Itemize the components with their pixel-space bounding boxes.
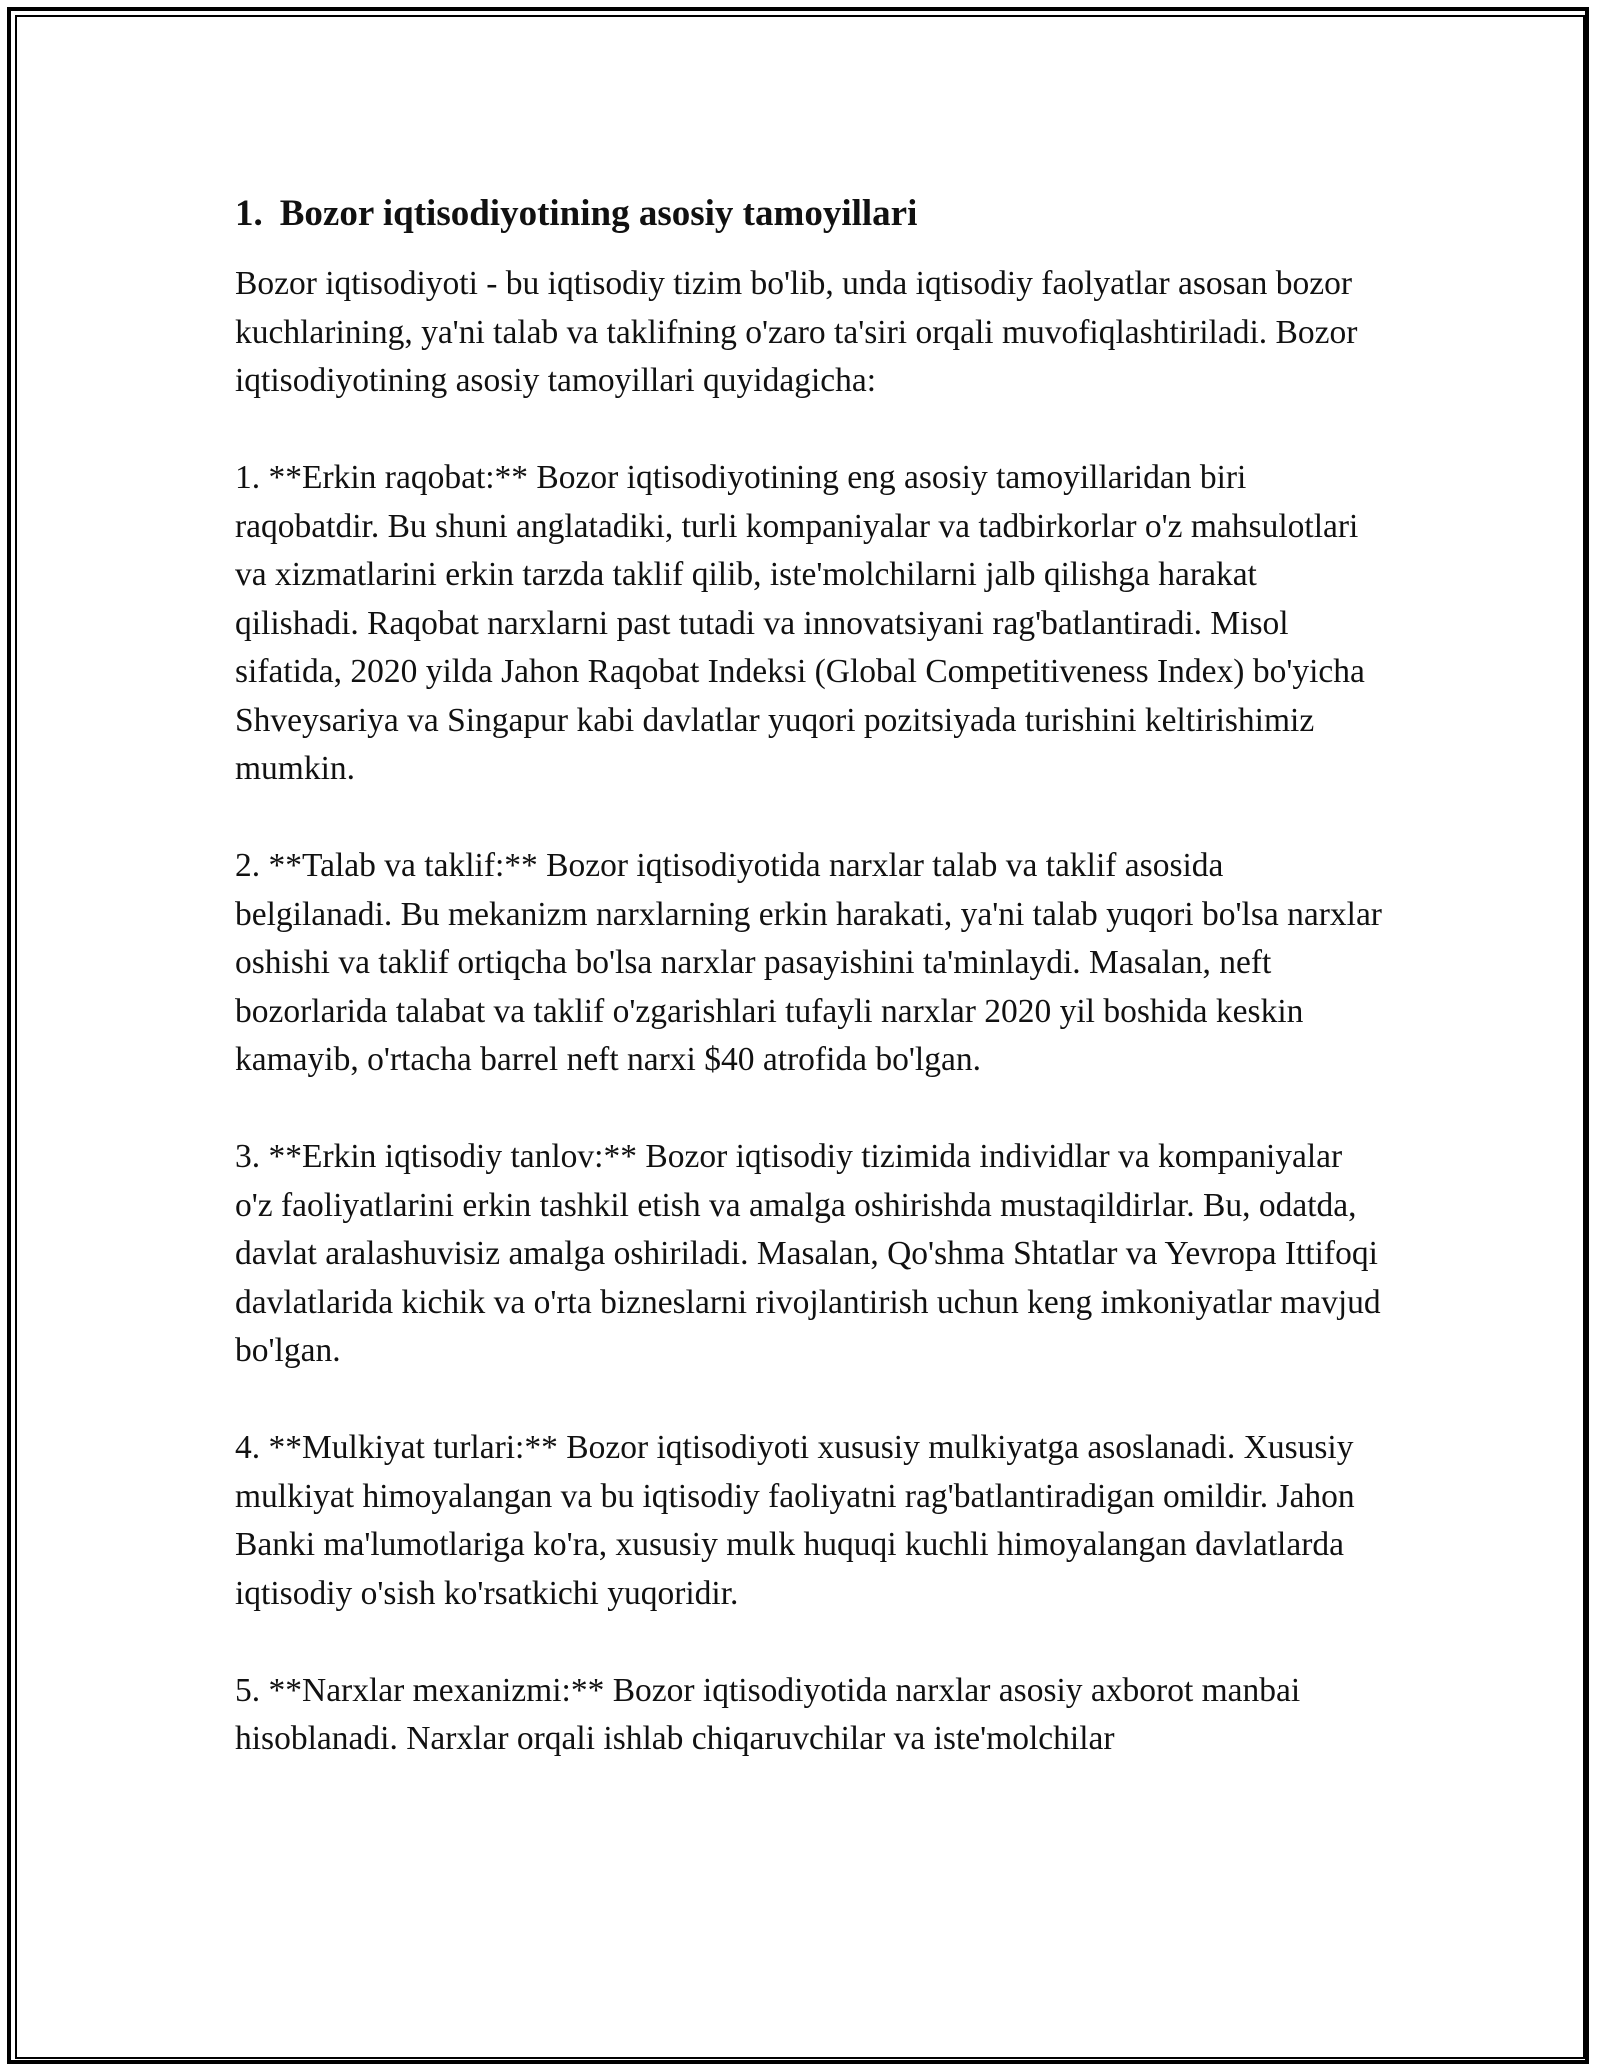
section-number: 1. [235,193,263,234]
principle-paragraph-3: 3. **Erkin iqtisodiy tanlov:** Bozor iqtisodiy tizimida individlar va kompaniyalar o'z faoliyatlarini erkin tashkil etish va amalga oshirishda mustaqildirlar. Bu, odatda, davlat aralashuvisiz amalga oshiriladi. Masalan, Qo'shma Shtatlar va Yevropa Ittifoqi davlatlarida kichik va o'rta bizneslarni rivojlantirish uchun keng imkoniyatlar mavjud bo'lgan. [235,1138,1381,1369]
principle-paragraph-5: 5. **Narxlar mexanizmi:** Bozor iqtisodiyotida narxlar asosiy axborot manbai hisoblanadi. Narxlar orqali ishlab chiqaruvchilar va iste'molchilar [235,1671,1301,1757]
principle-paragraph-4: 4. **Mulkiyat turlari:** Bozor iqtisodiyoti xususiy mulkiyatga asoslanadi. Xususiy mulkiyat himoyalangan va bu iqtisodiy faoliyatni rag'batlantiradigan omildir. Jahon Banki ma'lumotlariga ko'ra, xususiy mulk huquqi kuchli himoyalangan davlatlarda iqtisodiy o'sish ko'rsatkichi yuqoridir. [235,1429,1355,1612]
intro-paragraph: Bozor iqtisodiyoti - bu iqtisodiy tizim bo'lib, unda iqtisodiy faolyatlar asosan bozor kuchlarining, ya'ni talab va taklifning o'zaro ta'siri orqali muvofiqlashtiriladi. Bozor iqtisodiyotining asosiy tamoyillari quyidagicha: [235,265,1358,399]
principle-paragraph-1: 1. **Erkin raqobat:** Bozor iqtisodiyotining eng asosiy tamoyillaridan biri raqobatdir. Bu shuni anglatadiki, turli kompaniyalar va tadbirkorlar o'z mahsulotlari va xizmatlarini erkin tarzda taklif qilib, iste'molchilarni jalb qilishga harakat qilishadi. Raqobat narxlarni past tutadi va innovatsiyani rag'batlantiradi. Misol sifatida, 2020 yilda Jahon Raqobat Indeksi (Global Competitiveness Index) bo'yicha Shveysariya va Singapur kabi davlatlar yuqori pozitsiyada turishini keltirishimiz mumkin. [235,459,1365,787]
principle-paragraph-2: 2. **Talab va taklif:** Bozor iqtisodiyotida narxlar talab va taklif asosida belgilanadi. Bu mekanizm narxlarning erkin harakati, ya'ni talab yuqori bo'lsa narxlar oshishi va taklif ortiqcha bo'lsa narxlar pasayishini ta'minlaydi. Masalan, neft bozorlarida talabat va taklif o'zgarishlari tufayli narxlar 2020 yil boshida keskin kamayib, o'rtacha barrel neft narxi $40 atrofida bo'lgan. [235,847,1382,1078]
section-title: Bozor iqtisodiyotining asosiy tamoyillari [279,193,918,234]
section-heading [235,188,1385,240]
document-body [235,188,1385,1812]
